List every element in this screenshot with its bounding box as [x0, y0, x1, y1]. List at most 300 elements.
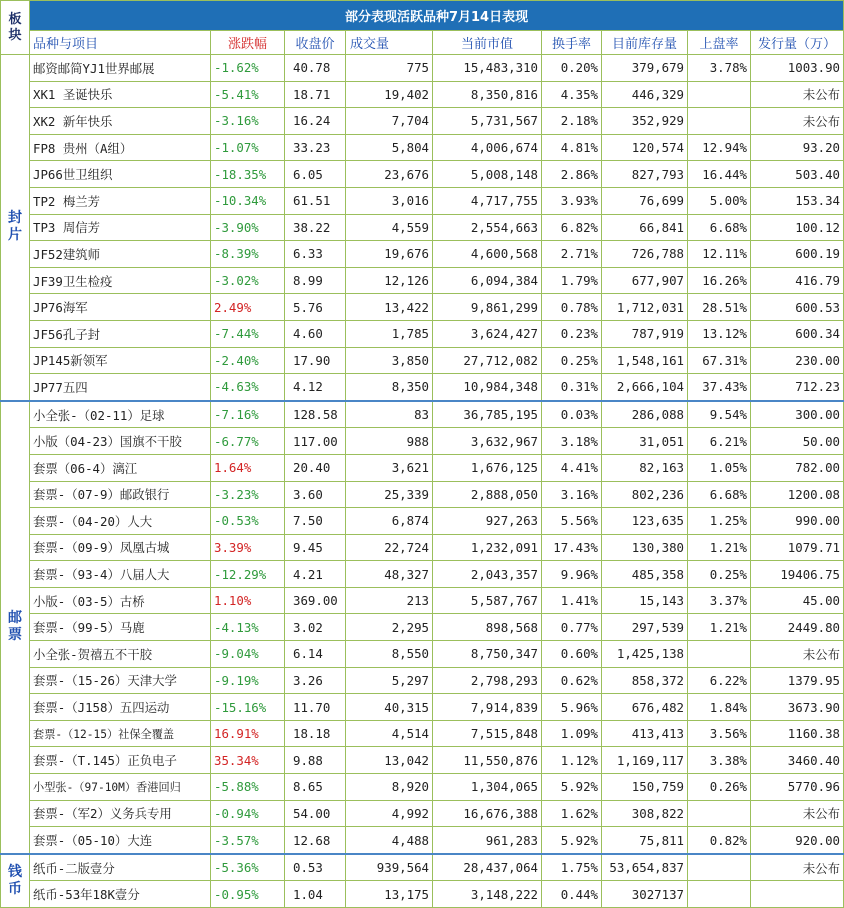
- market-value-cell: 3,632,967: [433, 428, 542, 455]
- issue-cell: 920.00: [751, 827, 844, 854]
- market-value-cell: 10,984,348: [433, 374, 542, 401]
- table-row: [1, 401, 844, 428]
- market-value-cell: 2,798,293: [433, 667, 542, 694]
- inventory-cell: 827,793: [602, 161, 688, 188]
- item-name-cell: 小全张-（02-11）足球: [30, 401, 211, 428]
- issue-cell: 5770.96: [751, 774, 844, 801]
- item-name-cell: JP66世卫组织: [30, 161, 211, 188]
- close-cell: 61.51: [285, 187, 346, 214]
- listing-rate-cell: 0.26%: [688, 774, 751, 801]
- turnover-cell: 0.31%: [542, 374, 602, 401]
- item-name-cell: JP76海军: [30, 294, 211, 321]
- change-cell: -2.40%: [211, 347, 285, 374]
- issue-cell: 990.00: [751, 508, 844, 535]
- item-name-cell: JF56孔子封: [30, 320, 211, 347]
- header-volume: 成交量: [346, 31, 433, 55]
- close-cell: 3.26: [285, 667, 346, 694]
- listing-rate-cell: 3.37%: [688, 587, 751, 614]
- close-cell: 1.04: [285, 881, 346, 908]
- issue-cell: 1003.90: [751, 55, 844, 82]
- close-cell: 33.23: [285, 134, 346, 161]
- listing-rate-cell: [688, 800, 751, 827]
- market-value-cell: 11,550,876: [433, 747, 542, 774]
- table-row: [1, 374, 844, 401]
- market-value-cell: 16,676,388: [433, 800, 542, 827]
- close-cell: 17.90: [285, 347, 346, 374]
- close-cell: 8.65: [285, 774, 346, 801]
- market-value-cell: 8,750,347: [433, 641, 542, 668]
- listing-rate-cell: 12.11%: [688, 241, 751, 268]
- table-row: [1, 81, 844, 108]
- volume-cell: 5,297: [346, 667, 433, 694]
- header-issue: 发行量（万）: [751, 31, 844, 55]
- table-row: [1, 454, 844, 481]
- item-name-cell: 纸币-53年18K壹分: [30, 881, 211, 908]
- market-value-cell: 36,785,195: [433, 401, 542, 428]
- change-cell: 3.39%: [211, 534, 285, 561]
- listing-rate-cell: 6.68%: [688, 481, 751, 508]
- turnover-cell: 0.20%: [542, 55, 602, 82]
- volume-cell: 19,676: [346, 241, 433, 268]
- item-name-cell: 邮资邮简YJ1世界邮展: [30, 55, 211, 82]
- header-change: 涨跌幅: [211, 31, 285, 55]
- sector-header-text: 板块: [8, 11, 22, 43]
- close-cell: 9.88: [285, 747, 346, 774]
- change-cell: -4.63%: [211, 374, 285, 401]
- table-row: [1, 534, 844, 561]
- sector-header: [1, 1, 30, 55]
- volume-cell: 3,621: [346, 454, 433, 481]
- market-value-cell: 4,600,568: [433, 241, 542, 268]
- inventory-cell: 15,143: [602, 587, 688, 614]
- inventory-cell: 2,666,104: [602, 374, 688, 401]
- listing-rate-cell: [688, 854, 751, 881]
- turnover-cell: 4.41%: [542, 454, 602, 481]
- turnover-cell: 1.62%: [542, 800, 602, 827]
- volume-cell: 4,559: [346, 214, 433, 241]
- sector-label-text: 钱币: [7, 863, 22, 897]
- item-name-cell: 套票-（07-9）邮政银行: [30, 481, 211, 508]
- inventory-cell: 53,654,837: [602, 854, 688, 881]
- listing-rate-cell: 1.25%: [688, 508, 751, 535]
- volume-cell: 775: [346, 55, 433, 82]
- inventory-cell: 297,539: [602, 614, 688, 641]
- market-value-cell: 7,914,839: [433, 694, 542, 721]
- table-row: [1, 561, 844, 588]
- volume-cell: 48,327: [346, 561, 433, 588]
- volume-cell: 8,350: [346, 374, 433, 401]
- market-value-cell: 5,587,767: [433, 587, 542, 614]
- listing-rate-cell: 9.54%: [688, 401, 751, 428]
- market-value-cell: 5,731,567: [433, 108, 542, 135]
- table-row: [1, 267, 844, 294]
- inventory-cell: 787,919: [602, 320, 688, 347]
- inventory-cell: 31,051: [602, 428, 688, 455]
- issue-cell: 19406.75: [751, 561, 844, 588]
- issue-cell: 503.40: [751, 161, 844, 188]
- inventory-cell: 802,236: [602, 481, 688, 508]
- volume-cell: 23,676: [346, 161, 433, 188]
- change-cell: 35.34%: [211, 747, 285, 774]
- item-name-cell: 套票-（09-9）凤凰古城: [30, 534, 211, 561]
- volume-cell: 83: [346, 401, 433, 428]
- change-cell: -4.13%: [211, 614, 285, 641]
- inventory-cell: 76,699: [602, 187, 688, 214]
- market-value-cell: 2,888,050: [433, 481, 542, 508]
- item-name-cell: 纸币-二版壹分: [30, 854, 211, 881]
- table-row: [1, 294, 844, 321]
- turnover-cell: 6.82%: [542, 214, 602, 241]
- listing-rate-cell: 3.38%: [688, 747, 751, 774]
- volume-cell: 5,804: [346, 134, 433, 161]
- close-cell: 9.45: [285, 534, 346, 561]
- turnover-cell: 5.96%: [542, 694, 602, 721]
- issue-cell: 1160.38: [751, 720, 844, 747]
- table-title: 部分表现活跃品种7月14日表现: [30, 1, 844, 31]
- issue-cell: 600.19: [751, 241, 844, 268]
- volume-cell: 3,850: [346, 347, 433, 374]
- inventory-cell: 413,413: [602, 720, 688, 747]
- table-row: [1, 214, 844, 241]
- item-name-cell: JF39卫生检疫: [30, 267, 211, 294]
- close-cell: 8.99: [285, 267, 346, 294]
- issue-cell: 1200.08: [751, 481, 844, 508]
- issue-cell: 45.00: [751, 587, 844, 614]
- table-row: [1, 161, 844, 188]
- change-cell: -5.41%: [211, 81, 285, 108]
- volume-cell: 13,175: [346, 881, 433, 908]
- table-row: [1, 881, 844, 908]
- table-row: [1, 428, 844, 455]
- listing-rate-cell: 12.94%: [688, 134, 751, 161]
- listing-rate-cell: [688, 81, 751, 108]
- volume-cell: 12,126: [346, 267, 433, 294]
- turnover-cell: 0.23%: [542, 320, 602, 347]
- market-value-cell: 15,483,310: [433, 55, 542, 82]
- change-cell: -5.36%: [211, 854, 285, 881]
- table-row: [1, 108, 844, 135]
- turnover-cell: 0.25%: [542, 347, 602, 374]
- listing-rate-cell: [688, 641, 751, 668]
- change-cell: -3.16%: [211, 108, 285, 135]
- inventory-cell: 130,380: [602, 534, 688, 561]
- issue-cell: 600.34: [751, 320, 844, 347]
- item-name-cell: JP77五四: [30, 374, 211, 401]
- item-name-cell: 套票-（15-26）天津大学: [30, 667, 211, 694]
- close-cell: 7.50: [285, 508, 346, 535]
- inventory-cell: 82,163: [602, 454, 688, 481]
- volume-cell: 22,724: [346, 534, 433, 561]
- turnover-cell: 0.60%: [542, 641, 602, 668]
- market-value-cell: 6,094,384: [433, 267, 542, 294]
- close-cell: 3.02: [285, 614, 346, 641]
- turnover-cell: 0.44%: [542, 881, 602, 908]
- close-cell: 6.33: [285, 241, 346, 268]
- volume-cell: 1,785: [346, 320, 433, 347]
- market-value-cell: 4,717,755: [433, 187, 542, 214]
- turnover-cell: 3.16%: [542, 481, 602, 508]
- listing-rate-cell: 5.00%: [688, 187, 751, 214]
- listing-rate-cell: 3.78%: [688, 55, 751, 82]
- issue-cell: 3460.40: [751, 747, 844, 774]
- close-cell: 20.40: [285, 454, 346, 481]
- turnover-cell: 2.18%: [542, 108, 602, 135]
- close-cell: 12.68: [285, 827, 346, 854]
- item-name-cell: 小型张-（97-10M）香港回归: [30, 774, 211, 801]
- inventory-cell: 1,548,161: [602, 347, 688, 374]
- change-cell: -1.07%: [211, 134, 285, 161]
- volume-cell: 40,315: [346, 694, 433, 721]
- change-cell: 2.49%: [211, 294, 285, 321]
- issue-cell: 未公布: [751, 641, 844, 668]
- close-cell: 0.53: [285, 854, 346, 881]
- listing-rate-cell: 0.82%: [688, 827, 751, 854]
- change-cell: 16.91%: [211, 720, 285, 747]
- turnover-cell: 2.71%: [542, 241, 602, 268]
- change-cell: -7.16%: [211, 401, 285, 428]
- issue-cell: 未公布: [751, 854, 844, 881]
- table-row: [1, 747, 844, 774]
- close-cell: 4.12: [285, 374, 346, 401]
- listing-rate-cell: 16.26%: [688, 267, 751, 294]
- change-cell: -18.35%: [211, 161, 285, 188]
- turnover-cell: 17.43%: [542, 534, 602, 561]
- inventory-cell: 676,482: [602, 694, 688, 721]
- change-cell: -3.57%: [211, 827, 285, 854]
- header-close: 收盘价: [285, 31, 346, 55]
- table-row: [1, 587, 844, 614]
- turnover-cell: 5.92%: [542, 827, 602, 854]
- table-row: [1, 320, 844, 347]
- listing-rate-cell: [688, 881, 751, 908]
- table-row: [1, 694, 844, 721]
- sector-label: [1, 854, 30, 908]
- change-cell: 1.64%: [211, 454, 285, 481]
- market-value-cell: 9,861,299: [433, 294, 542, 321]
- market-value-cell: 961,283: [433, 827, 542, 854]
- issue-cell: 100.12: [751, 214, 844, 241]
- turnover-cell: 5.92%: [542, 774, 602, 801]
- item-name-cell: 套票-（05-10）大连: [30, 827, 211, 854]
- inventory-cell: 120,574: [602, 134, 688, 161]
- listing-rate-cell: 6.22%: [688, 667, 751, 694]
- volume-cell: 4,514: [346, 720, 433, 747]
- volume-cell: 8,920: [346, 774, 433, 801]
- close-cell: 54.00: [285, 800, 346, 827]
- volume-cell: 4,488: [346, 827, 433, 854]
- table-row: [1, 641, 844, 668]
- market-value-cell: 898,568: [433, 614, 542, 641]
- volume-cell: 3,016: [346, 187, 433, 214]
- inventory-cell: 286,088: [602, 401, 688, 428]
- listing-rate-cell: 1.21%: [688, 534, 751, 561]
- turnover-cell: 2.86%: [542, 161, 602, 188]
- item-name-cell: TP2 梅兰芳: [30, 187, 211, 214]
- table-row: [1, 241, 844, 268]
- issue-cell: 1079.71: [751, 534, 844, 561]
- issue-cell: 1379.95: [751, 667, 844, 694]
- change-cell: -3.90%: [211, 214, 285, 241]
- issue-cell: 未公布: [751, 108, 844, 135]
- table-row: [1, 481, 844, 508]
- issue-cell: 3673.90: [751, 694, 844, 721]
- table-row: [1, 187, 844, 214]
- inventory-cell: 66,841: [602, 214, 688, 241]
- change-cell: -12.29%: [211, 561, 285, 588]
- inventory-cell: 308,822: [602, 800, 688, 827]
- change-cell: -7.44%: [211, 320, 285, 347]
- market-value-cell: 927,263: [433, 508, 542, 535]
- issue-cell: 未公布: [751, 800, 844, 827]
- item-name-cell: 套票-（军2）义务兵专用: [30, 800, 211, 827]
- market-value-cell: 3,148,222: [433, 881, 542, 908]
- item-name-cell: FP8 贵州（A组）: [30, 134, 211, 161]
- volume-cell: 25,339: [346, 481, 433, 508]
- change-cell: -8.39%: [211, 241, 285, 268]
- turnover-cell: 4.81%: [542, 134, 602, 161]
- issue-cell: [751, 881, 844, 908]
- table-row: [1, 667, 844, 694]
- table-row: [1, 774, 844, 801]
- inventory-cell: 1,712,031: [602, 294, 688, 321]
- volume-cell: 19,402: [346, 81, 433, 108]
- turnover-cell: 0.78%: [542, 294, 602, 321]
- table-row: [1, 800, 844, 827]
- item-name-cell: 小版-（03-5）古桥: [30, 587, 211, 614]
- close-cell: 5.76: [285, 294, 346, 321]
- volume-cell: 7,704: [346, 108, 433, 135]
- issue-cell: 50.00: [751, 428, 844, 455]
- header-turnover: 换手率: [542, 31, 602, 55]
- turnover-cell: 3.93%: [542, 187, 602, 214]
- change-cell: -0.95%: [211, 881, 285, 908]
- change-cell: -1.62%: [211, 55, 285, 82]
- listing-rate-cell: 37.43%: [688, 374, 751, 401]
- listing-rate-cell: 28.51%: [688, 294, 751, 321]
- volume-cell: 939,564: [346, 854, 433, 881]
- item-name-cell: 套票-（04-20）人大: [30, 508, 211, 535]
- change-cell: 1.10%: [211, 587, 285, 614]
- market-value-cell: 27,712,082: [433, 347, 542, 374]
- market-value-cell: 8,350,816: [433, 81, 542, 108]
- table-row: [1, 827, 844, 854]
- header-market-value: 当前市值: [433, 31, 542, 55]
- close-cell: 40.78: [285, 55, 346, 82]
- table-row: [1, 720, 844, 747]
- market-value-cell: 28,437,064: [433, 854, 542, 881]
- listing-rate-cell: 1.05%: [688, 454, 751, 481]
- item-name-cell: TP3 周信芳: [30, 214, 211, 241]
- sector-label-text: 邮票: [7, 610, 22, 644]
- volume-cell: 13,422: [346, 294, 433, 321]
- table-row: [1, 614, 844, 641]
- close-cell: 3.60: [285, 481, 346, 508]
- change-cell: -9.19%: [211, 667, 285, 694]
- close-cell: 6.05: [285, 161, 346, 188]
- close-cell: 18.71: [285, 81, 346, 108]
- item-name-cell: 套票-（99-5）马鹿: [30, 614, 211, 641]
- title-row: [1, 1, 844, 31]
- issue-cell: 93.20: [751, 134, 844, 161]
- inventory-cell: 123,635: [602, 508, 688, 535]
- inventory-cell: 352,929: [602, 108, 688, 135]
- turnover-cell: 1.41%: [542, 587, 602, 614]
- close-cell: 117.00: [285, 428, 346, 455]
- inventory-cell: 677,907: [602, 267, 688, 294]
- inventory-cell: 1,425,138: [602, 641, 688, 668]
- market-value-cell: 1,676,125: [433, 454, 542, 481]
- listing-rate-cell: 16.44%: [688, 161, 751, 188]
- sector-label: [1, 401, 30, 854]
- change-cell: -3.23%: [211, 481, 285, 508]
- inventory-cell: 858,372: [602, 667, 688, 694]
- header-name: 品种与项目: [30, 31, 211, 55]
- turnover-cell: 3.18%: [542, 428, 602, 455]
- issue-cell: 2449.80: [751, 614, 844, 641]
- close-cell: 128.58: [285, 401, 346, 428]
- turnover-cell: 0.77%: [542, 614, 602, 641]
- close-cell: 4.60: [285, 320, 346, 347]
- item-name-cell: 套票（06-4）漓江: [30, 454, 211, 481]
- market-value-cell: 1,232,091: [433, 534, 542, 561]
- table-row: [1, 134, 844, 161]
- item-name-cell: JF52建筑师: [30, 241, 211, 268]
- issue-cell: 600.53: [751, 294, 844, 321]
- item-name-cell: 套票-（J158）五四运动: [30, 694, 211, 721]
- turnover-cell: 0.03%: [542, 401, 602, 428]
- change-cell: -5.88%: [211, 774, 285, 801]
- market-value-cell: 2,043,357: [433, 561, 542, 588]
- turnover-cell: 1.79%: [542, 267, 602, 294]
- inventory-cell: 485,358: [602, 561, 688, 588]
- close-cell: 18.18: [285, 720, 346, 747]
- market-value-cell: 1,304,065: [433, 774, 542, 801]
- inventory-cell: 1,169,117: [602, 747, 688, 774]
- header-row: [1, 31, 844, 55]
- volume-cell: 13,042: [346, 747, 433, 774]
- listing-rate-cell: 67.31%: [688, 347, 751, 374]
- close-cell: 16.24: [285, 108, 346, 135]
- inventory-cell: 726,788: [602, 241, 688, 268]
- issue-cell: 416.79: [751, 267, 844, 294]
- market-value-cell: 2,554,663: [433, 214, 542, 241]
- listing-rate-cell: 6.21%: [688, 428, 751, 455]
- listing-rate-cell: 0.25%: [688, 561, 751, 588]
- volume-cell: 213: [346, 587, 433, 614]
- listing-rate-cell: 1.84%: [688, 694, 751, 721]
- turnover-cell: 1.75%: [542, 854, 602, 881]
- market-value-cell: 5,008,148: [433, 161, 542, 188]
- volume-cell: 6,874: [346, 508, 433, 535]
- change-cell: -9.04%: [211, 641, 285, 668]
- turnover-cell: 1.09%: [542, 720, 602, 747]
- volume-cell: 8,550: [346, 641, 433, 668]
- item-name-cell: 套票-（93-4）八届人大: [30, 561, 211, 588]
- inventory-cell: 379,679: [602, 55, 688, 82]
- listing-rate-cell: 13.12%: [688, 320, 751, 347]
- listing-rate-cell: [688, 108, 751, 135]
- close-cell: 6.14: [285, 641, 346, 668]
- turnover-cell: 5.56%: [542, 508, 602, 535]
- header-listing-rate: 上盘率: [688, 31, 751, 55]
- turnover-cell: 0.62%: [542, 667, 602, 694]
- turnover-cell: 9.96%: [542, 561, 602, 588]
- header-inventory: 目前库存量: [602, 31, 688, 55]
- issue-cell: 未公布: [751, 81, 844, 108]
- table-row: [1, 55, 844, 82]
- turnover-cell: 4.35%: [542, 81, 602, 108]
- issue-cell: 230.00: [751, 347, 844, 374]
